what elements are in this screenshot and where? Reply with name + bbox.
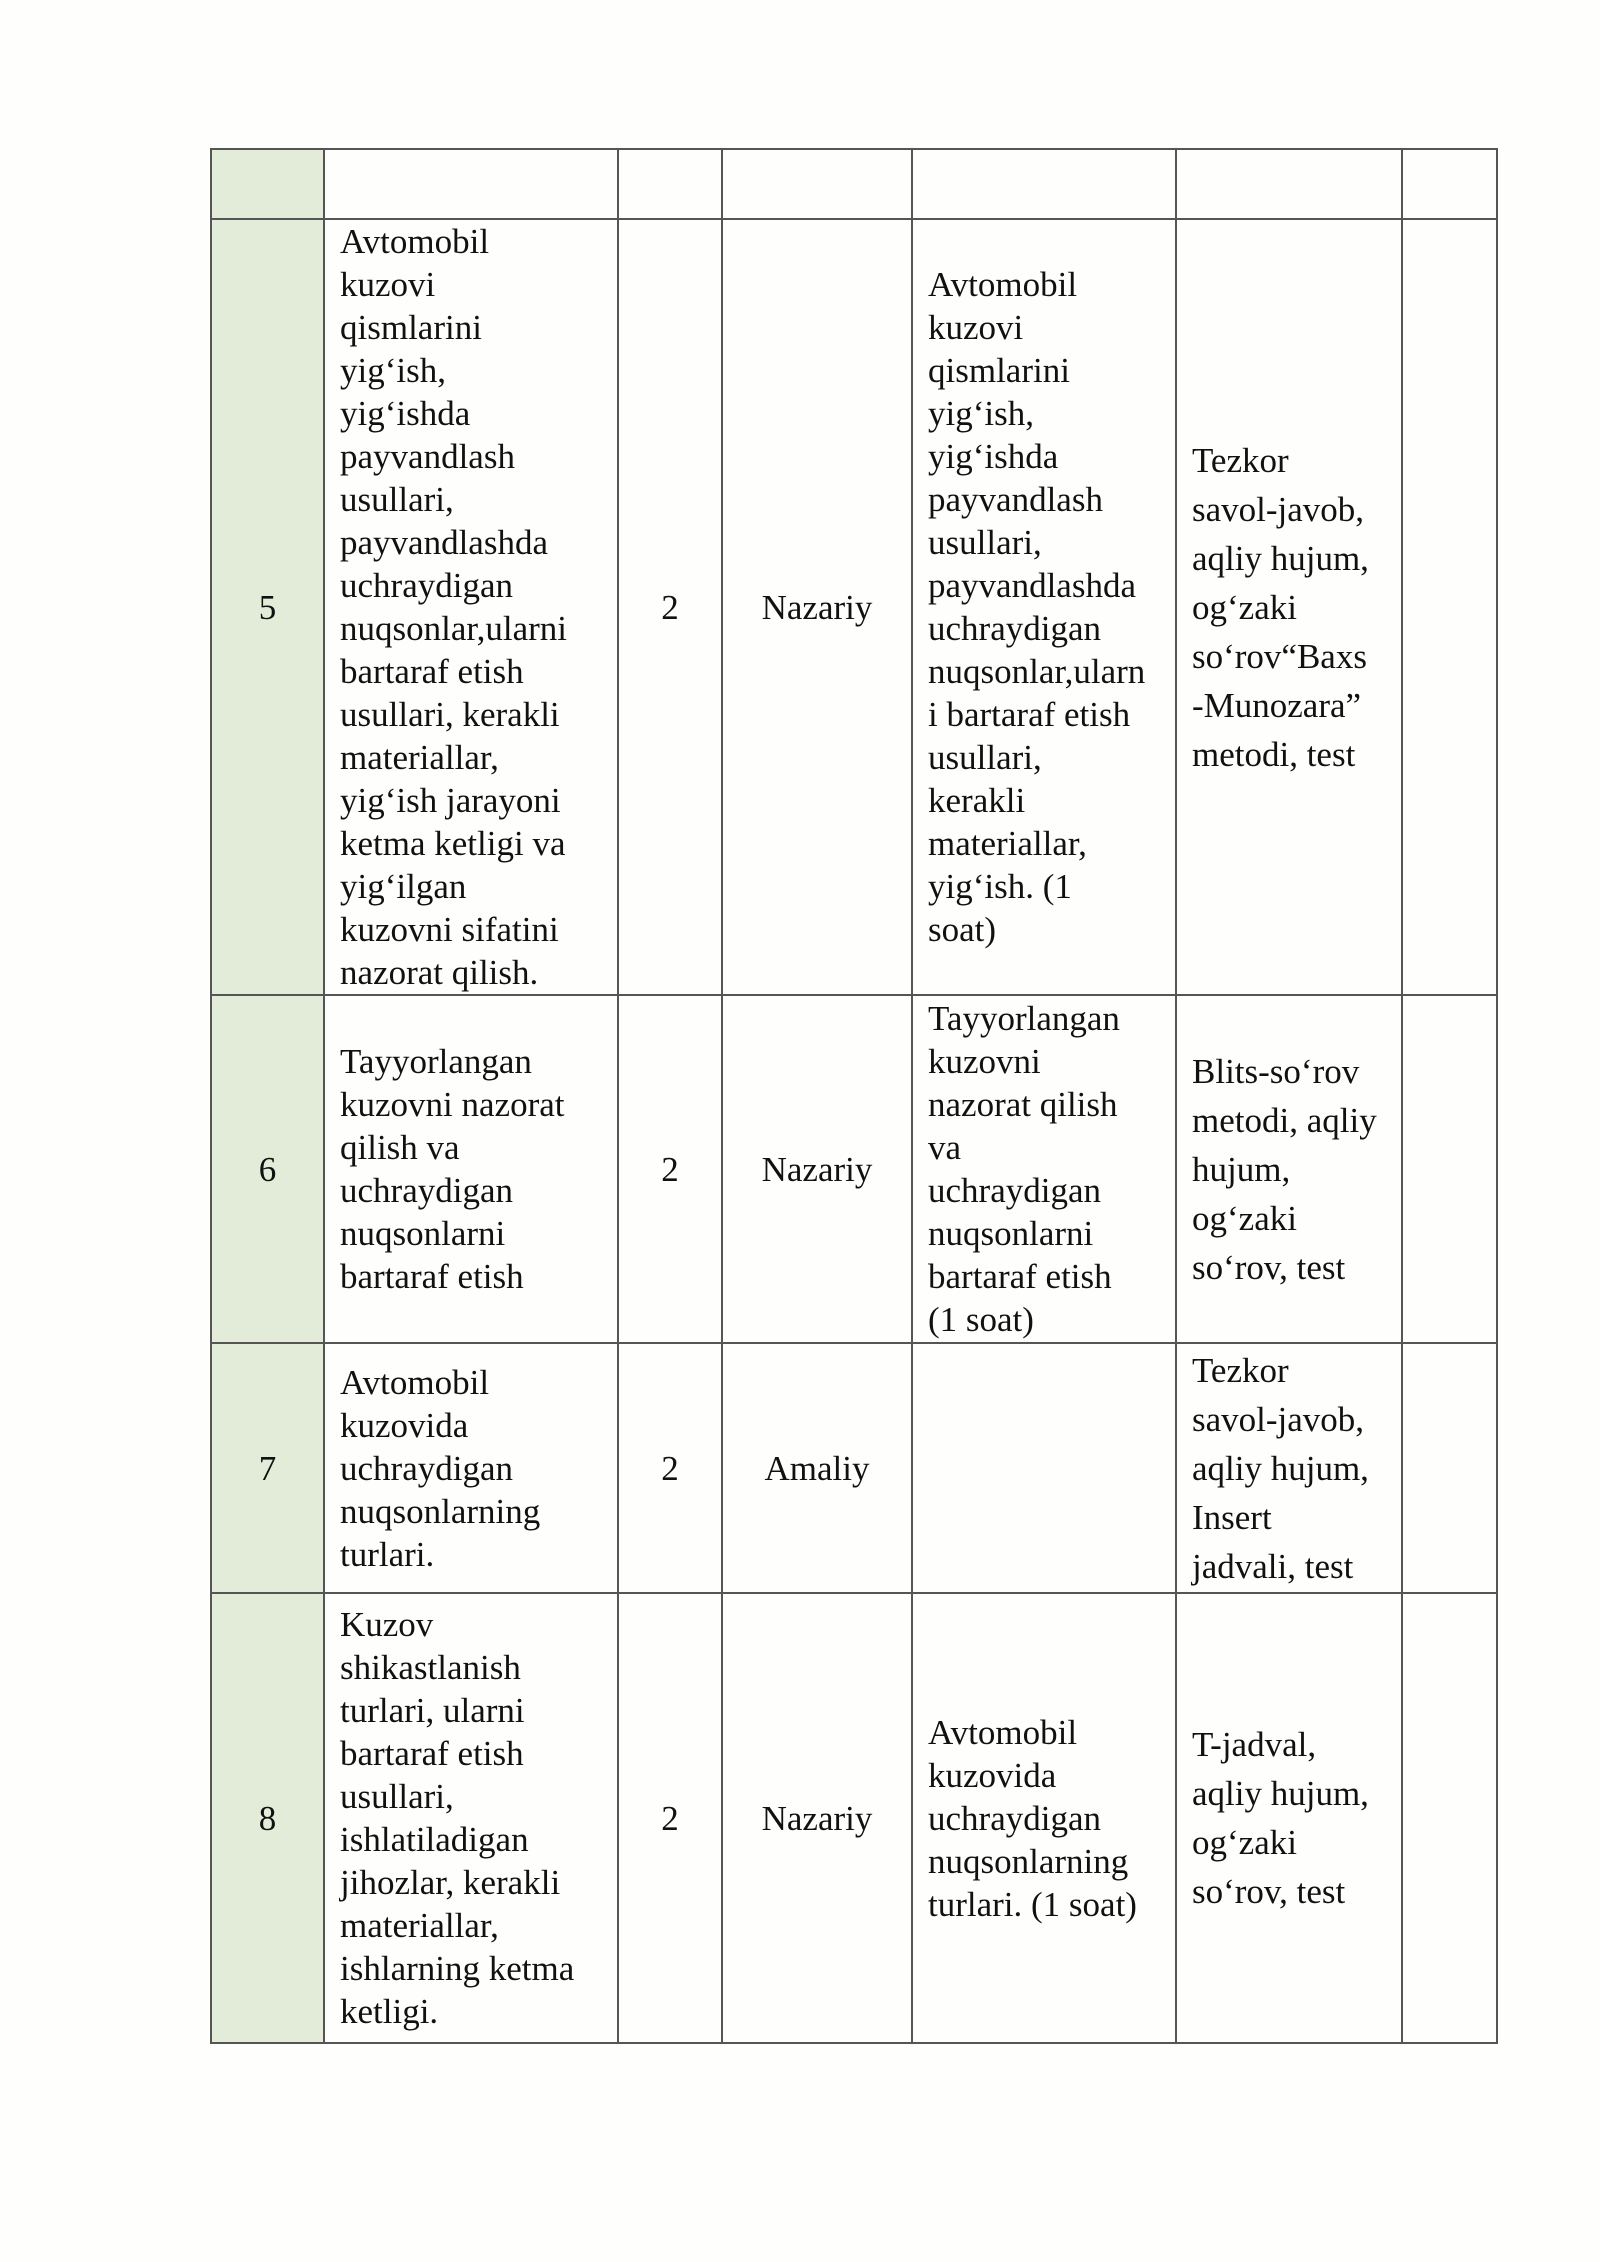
table-row bbox=[211, 995, 1497, 1343]
topic-text: Avtomobil kuzovida uchraydigan nuqsonlarning turlari. bbox=[340, 1362, 541, 1574]
hours-cell bbox=[618, 149, 722, 219]
method-cell bbox=[1176, 149, 1402, 219]
topic-text: Tayyorlangan kuzovni nazorat qilish va uchraydigan nuqsonlarni bartaraf etish bbox=[340, 1042, 565, 1296]
lesson-type-cell: Nazariy bbox=[722, 995, 912, 1343]
table-row bbox=[211, 1343, 1497, 1593]
row-number-cell: 7 bbox=[211, 1343, 324, 1593]
independent-work-text: Tayyorlangan kuzovni nazorat qilish va uchraydigan nuqsonlarni bartaraf etish (1 soat) bbox=[928, 999, 1120, 1339]
row-number-cell: 6 bbox=[211, 995, 324, 1343]
independent-work-cell bbox=[912, 995, 1176, 1343]
independent-work-cell bbox=[912, 149, 1176, 219]
hours-cell: 2 bbox=[618, 1593, 722, 2043]
topic-cell bbox=[324, 149, 618, 219]
independent-work-text: Avtomobil kuzovi qismlarini yig‘ish, yig‘ishda payvandlash usullari, payvandlashda uchraydigan nuqsonlar,ularn i bartaraf etish usullari, kerakli materiallar, yig‘ish. (1 soat) bbox=[928, 265, 1146, 949]
extra-cell bbox=[1402, 219, 1497, 995]
lesson-type-cell: Nazariy bbox=[722, 1593, 912, 2043]
table-row bbox=[211, 219, 1497, 995]
method-cell bbox=[1176, 219, 1402, 995]
hours-cell: 2 bbox=[618, 219, 722, 995]
method-cell bbox=[1176, 995, 1402, 1343]
independent-work-text: Avtomobil kuzovida uchraydigan nuqsonlarning turlari. (1 soat) bbox=[928, 1712, 1137, 1924]
independent-work-cell bbox=[912, 1343, 1176, 1593]
topic-cell bbox=[324, 219, 618, 995]
schedule-table bbox=[210, 148, 1498, 2044]
lesson-type-cell: Nazariy bbox=[722, 219, 912, 995]
method-text: Tezkor savol-javob, aqliy hujum, og‘zaki so‘rov“Baxs -Munozara” metodi, test bbox=[1192, 440, 1369, 774]
topic-cell bbox=[324, 1343, 618, 1593]
independent-work-cell bbox=[912, 219, 1176, 995]
independent-work-cell bbox=[912, 1593, 1176, 2043]
method-text: Tezkor savol-javob, aqliy hujum, Insert jadvali, test bbox=[1192, 1350, 1369, 1586]
extra-cell bbox=[1402, 149, 1497, 219]
table-row bbox=[211, 1593, 1497, 2043]
method-text: T-jadval, aqliy hujum, og‘zaki so‘rov, test bbox=[1192, 1725, 1369, 1911]
row-number-cell bbox=[211, 149, 324, 219]
hours-cell: 2 bbox=[618, 1343, 722, 1593]
method-cell bbox=[1176, 1593, 1402, 2043]
table-row bbox=[211, 149, 1497, 219]
row-number-cell: 5 bbox=[211, 219, 324, 995]
extra-cell bbox=[1402, 1343, 1497, 1593]
row-number-cell: 8 bbox=[211, 1593, 324, 2043]
hours-cell: 2 bbox=[618, 995, 722, 1343]
extra-cell bbox=[1402, 995, 1497, 1343]
topic-cell bbox=[324, 995, 618, 1343]
method-text: Blits-so‘rov metodi, aqliy hujum, og‘zaki so‘rov, test bbox=[1192, 1051, 1377, 1287]
lesson-type-cell bbox=[722, 149, 912, 219]
topic-text: Kuzov shikastlanish turlari, ularni bartaraf etish usullari, ishlatiladigan jihozlar, kerakli materiallar, ishlarning ketma ketligi. bbox=[340, 1605, 575, 2031]
topic-text: Avtomobil kuzovi qismlarini yig‘ish, yig‘ishda payvandlash usullari, payvandlashda uchraydigan nuqsonlar,ularni bartaraf etish usullari, kerakli materiallar, yig‘ish jarayoni ketma ketligi va yig‘ilgan kuzovni sifatini nazorat qilish. bbox=[340, 222, 568, 992]
method-cell bbox=[1176, 1343, 1402, 1593]
lesson-type-cell: Amaliy bbox=[722, 1343, 912, 1593]
topic-cell bbox=[324, 1593, 618, 2043]
extra-cell bbox=[1402, 1593, 1497, 2043]
